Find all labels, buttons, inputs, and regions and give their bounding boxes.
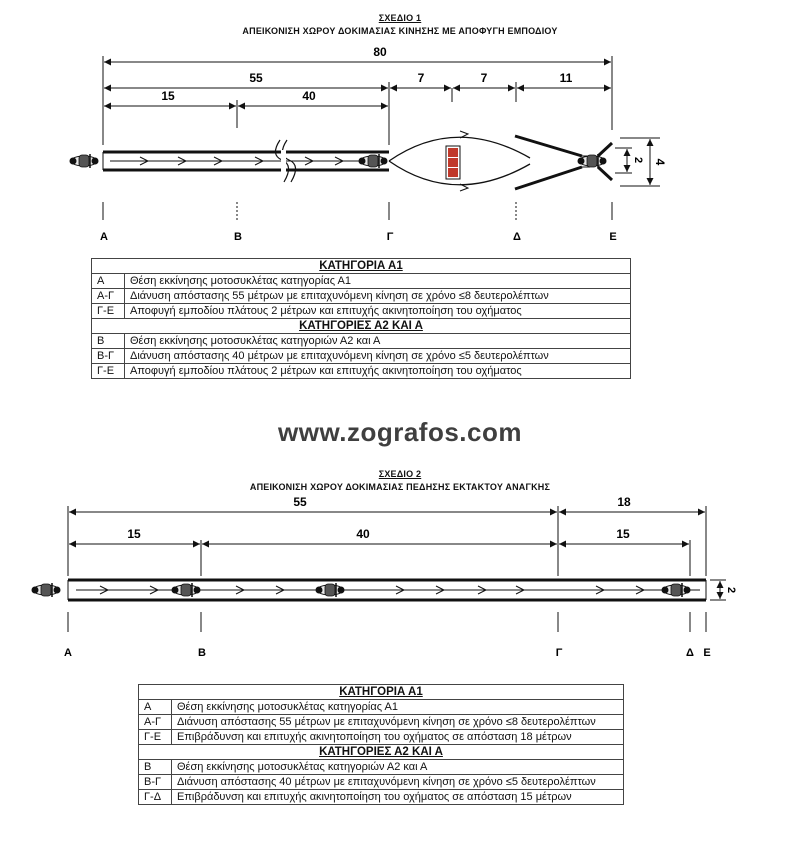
table-row: Β Θέση εκκίνησης μοτοσυκλέτας κατηγοριών Α2 και Α xyxy=(92,334,631,349)
table-row: Β-Γ Διάνυση απόστασης 40 μέτρων με επιταχυνόμενη κίνηση σε χρόνο ≤5 δευτερολέπτων xyxy=(139,775,624,790)
dim-label-w2: 2 xyxy=(632,156,644,164)
dim-label-7b: 7 xyxy=(480,71,488,85)
dim-label-15: 15 xyxy=(161,89,175,103)
point-label-a: Α xyxy=(64,647,72,659)
motorcycle-icon-a xyxy=(70,154,99,168)
motorcycle-icon-mid xyxy=(316,583,345,597)
dim-label-15b: 15 xyxy=(616,527,630,541)
dim-label-w4: 4 xyxy=(653,158,667,166)
motorcycle-icon-b xyxy=(359,154,388,168)
point-label-c: Γ xyxy=(555,647,563,659)
table-row: Β-Γ Διάνυση απόστασης 40 μέτρων με επιταχυνόμενη κίνηση σε χρόνο ≤5 δευτερολέπτων xyxy=(92,349,631,364)
dim-label-w2: 2 xyxy=(725,586,737,594)
dim-label-55: 55 xyxy=(293,495,307,509)
point-label-d: Δ xyxy=(686,647,694,659)
point-label-c: Γ xyxy=(386,231,394,243)
point-label-e: Ε xyxy=(703,647,711,659)
plan1-legend-table xyxy=(91,258,631,379)
dim-label-55: 55 xyxy=(249,71,263,85)
motorcycle-icon-b xyxy=(172,583,201,597)
dim-label-11: 11 xyxy=(559,71,573,85)
dim-label-80: 80 xyxy=(373,45,387,59)
table-row: Γ-Ε Αποφυγή εμποδίου πλάτους 2 μέτρων και επιτυχής ακινητοποίηση του οχήματος xyxy=(92,304,631,319)
plan1-label: ΣΧΕΔΙΟ 1 xyxy=(378,13,422,23)
dim-label-7a: 7 xyxy=(417,71,425,85)
table-row: Α Θέση εκκίνησης μοτοσυκλέτας κατηγορίας Α1 xyxy=(139,700,624,715)
dim-label-18: 18 xyxy=(617,495,631,509)
table-header: ΚΑΤΗΓΟΡΙΑ Α1 xyxy=(139,685,624,700)
dim-label-40: 40 xyxy=(302,89,316,103)
plan2-legend-table xyxy=(138,684,624,805)
table-row: Γ-Ε Αποφυγή εμποδίου πλάτους 2 μέτρων και επιτυχής ακινητοποίηση του οχήματος xyxy=(92,364,631,379)
table-header: ΚΑΤΗΓΟΡΙΕΣ Α2 ΚΑΙ Α xyxy=(139,745,624,760)
point-label-b: Β xyxy=(234,231,242,243)
plan1-diagram xyxy=(70,45,668,243)
motorcycle-icon-a xyxy=(32,583,61,597)
point-label-a: Α xyxy=(100,231,108,243)
table-row: Γ-Δ Επιβράδυνση και επιτυχής ακινητοποίηση του οχήματος σε απόσταση 15 μέτρων xyxy=(139,790,624,805)
table-row: Γ-Ε Επιβράδυνση και επιτυχής ακινητοποίηση του οχήματος σε απόσταση 18 μέτρων xyxy=(139,730,624,745)
plan2-diagram xyxy=(32,495,738,659)
table-row: Α-Γ Διάνυση απόστασης 55 μέτρων με επιταχυνόμενη κίνηση σε χρόνο ≤8 δευτερολέπτων xyxy=(139,715,624,730)
table-row: Α Θέση εκκίνησης μοτοσυκλέτας κατηγορίας Α1 xyxy=(92,274,631,289)
table-header: ΚΑΤΗΓΟΡΙΕΣ Α2 ΚΑΙ Α xyxy=(92,319,631,334)
table-row: Α-Γ Διάνυση απόστασης 55 μέτρων με επιταχυνόμενη κίνηση σε χρόνο ≤8 δευτερολέπτων xyxy=(92,289,631,304)
plan1-title: ΑΠΕΙΚΟΝΙΣΗ ΧΩΡΟΥ ΔΟΚΙΜΑΣΙΑΣ ΚΙΝΗΣΗΣ ΜΕ ΑΠΟΦΥΓΗ ΕΜΠΟΔΙΟΥ xyxy=(242,26,558,36)
table-header: ΚΑΤΗΓΟΡΙΑ Α1 xyxy=(92,259,631,274)
motorcycle-icon-end xyxy=(662,583,691,597)
dim-label-40: 40 xyxy=(356,527,370,541)
point-label-d: Δ xyxy=(513,231,521,243)
point-label-b: Β xyxy=(198,647,206,659)
table-row: Β Θέση εκκίνησης μοτοσυκλέτας κατηγοριών Α2 και Α xyxy=(139,760,624,775)
plan2-label: ΣΧΕΔΙΟ 2 xyxy=(378,469,422,479)
point-label-e: Ε xyxy=(609,231,617,243)
dim-label-15a: 15 xyxy=(127,527,141,541)
obstacle-icon xyxy=(446,146,460,179)
website-watermark: www.zografos.com xyxy=(278,417,522,447)
plan2-title: ΑΠΕΙΚΟΝΙΣΗ ΧΩΡΟΥ ΔΟΚΙΜΑΣΙΑΣ ΠΕΔΗΣΗΣ ΕΚΤΑΚΤΟΥ ΑΝΑΓΚΗΣ xyxy=(249,482,551,492)
